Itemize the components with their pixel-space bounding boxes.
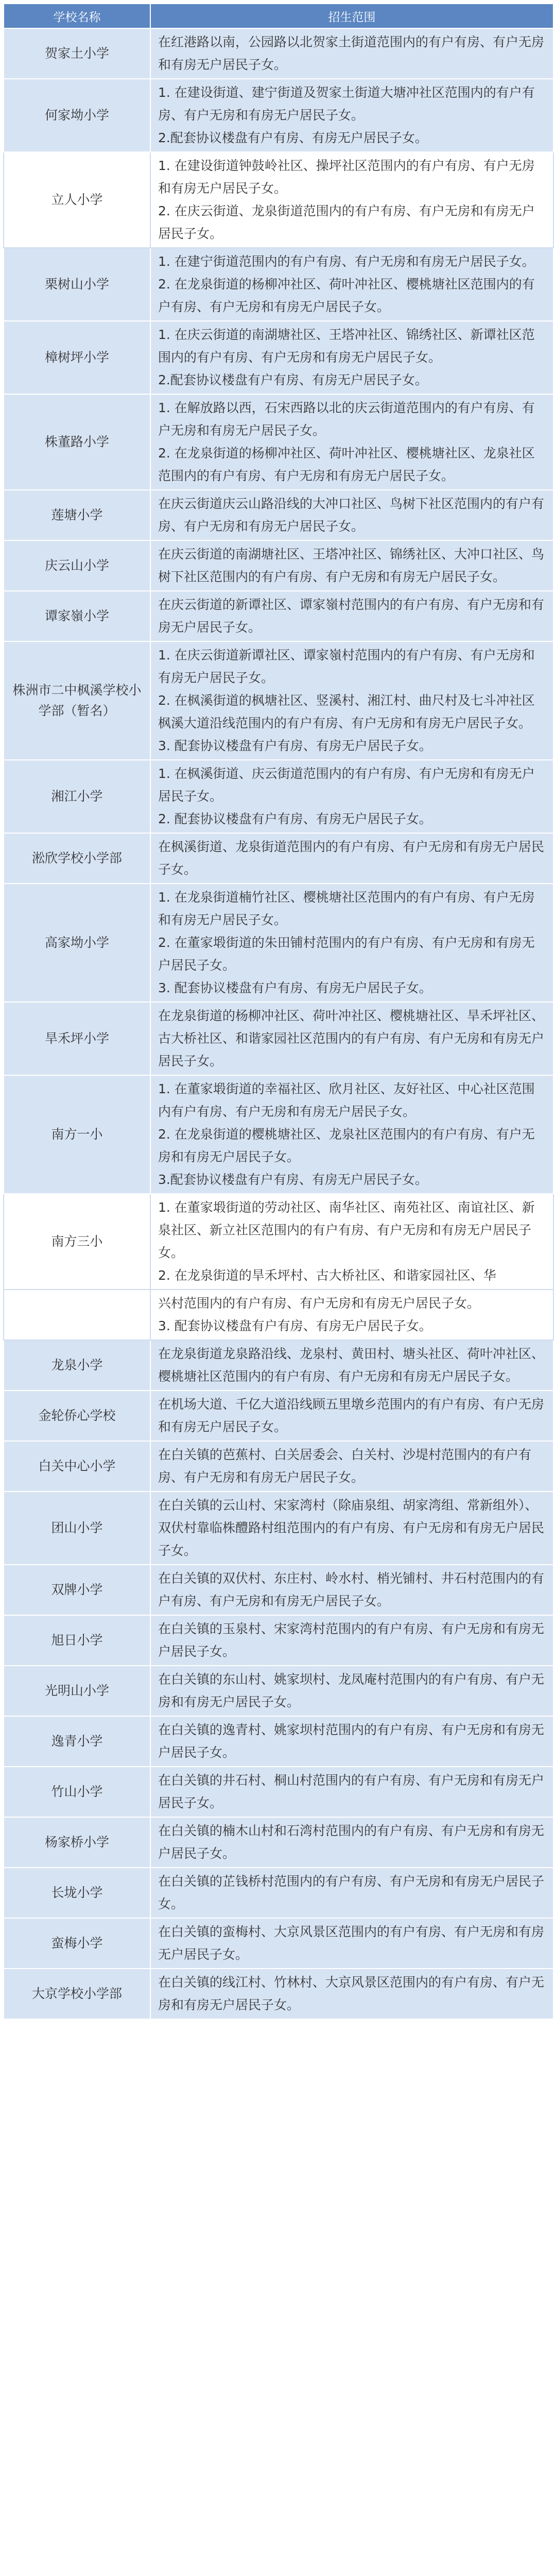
table-body xyxy=(4,28,553,2019)
scope-line: 1. 在庆云街道新谭社区、谭家嶺村范围内的有户有房、有户无房和有房无户居民子女。 xyxy=(158,648,535,685)
school-name-cell: 淞欣学校小学部 xyxy=(4,833,150,884)
scope-line: 在白关镇的双伏村、东庄村、岭水村、梢光铺村、井石村范围内的有户有房、有户无房和有房无户居民子女。 xyxy=(158,1571,545,1608)
table-row xyxy=(4,394,553,490)
school-name-cell: 旱禾坪小学 xyxy=(4,1002,150,1075)
school-name-cell: 金轮侨心学校 xyxy=(4,1391,150,1441)
enrollment-scope-cell xyxy=(150,1194,553,1290)
enrollment-scope-cell xyxy=(150,248,553,321)
school-name-cell: 蛮梅小学 xyxy=(4,1918,150,1969)
scope-line: 2. 在龙泉街道的杨柳冲社区、荷叶冲社区、樱桃塘社区、龙泉社区范围内的有户有房、有户无房和有房无户居民子女。 xyxy=(158,446,535,483)
enrollment-scope-cell xyxy=(150,152,553,248)
scope-line: 在白关镇的井石村、桐山村范围内的有户有房、有户无房和有房无户居民子女。 xyxy=(158,1773,545,1810)
scope-line: 1. 在枫溪街道、庆云街道范围内的有户有房、有户无房和有房无户居民子女。 xyxy=(158,766,535,804)
scope-line: 在枫溪街道、龙泉街道范围内的有户有房、有户无房和有房无户居民子女。 xyxy=(158,839,545,877)
table-row xyxy=(4,1565,553,1615)
scope-line: 2. 在枫溪街道的枫塘社区、竖溪村、湘江村、曲尺村及七斗冲社区枫溪大道沿线范围内的有户有房、有户无房和有房无户居民子女。 xyxy=(158,693,535,731)
scope-line: 在庆云街道的新谭社区、谭家嶺村范围内的有户有房、有户无房和有房无户居民子女。 xyxy=(158,597,545,635)
scope-line: 1. 在董家塅街道的幸福社区、欣月社区、友好社区、中心社区范围内有户有房、有户无房和有房无户居民子女。 xyxy=(158,1081,535,1119)
enrollment-scope-cell xyxy=(150,1666,553,1716)
scope-line: 在机场大道、千亿大道沿线顾五里墩乡范围内的有户有房、有户无房和有房无户居民子女。 xyxy=(158,1397,545,1434)
school-name-cell xyxy=(4,1290,150,1340)
enrollment-scope-cell xyxy=(150,1969,553,2019)
school-name-cell: 白关中心小学 xyxy=(4,1441,150,1492)
enrollment-scope-cell xyxy=(150,1391,553,1441)
scope-line: 在白关镇的芭蕉村、白关居委会、白关村、沙堤村范围内的有户有房、有户无房和有房无户居民子女。 xyxy=(158,1447,532,1485)
scope-line: 在白关镇的楠木山村和石湾村范围内的有户有房、有户无房和有房无户居民子女。 xyxy=(158,1823,545,1861)
school-name-cell: 逸青小学 xyxy=(4,1716,150,1767)
school-name-cell: 旭日小学 xyxy=(4,1615,150,1666)
table-row xyxy=(4,1716,553,1767)
enrollment-scope-cell xyxy=(150,1716,553,1767)
table-row xyxy=(4,1918,553,1969)
enrollment-scope-cell xyxy=(150,79,553,152)
table-row xyxy=(4,1868,553,1918)
school-name-cell: 光明山小学 xyxy=(4,1666,150,1716)
enrollment-scope-cell xyxy=(150,1340,553,1391)
school-name-cell: 竹山小学 xyxy=(4,1767,150,1817)
scope-line: 在红港路以南，公园路以北贺家土街道范围内的有户有房、有户无房和有房无户居民子女。 xyxy=(158,35,545,72)
table-row xyxy=(4,1615,553,1666)
scope-line: 1. 在建设街道钟鼓岭社区、操坪社区范围内的有户有房、有户无房和有房无户居民子女。 xyxy=(158,158,535,196)
enrollment-scope-cell xyxy=(150,1565,553,1615)
scope-line: 在龙泉街道龙泉路沿线、龙泉村、黄田村、塘头社区、荷叶冲社区、樱桃塘社区范围内的有户有房、有户无房和有房无户居民子女。 xyxy=(158,1346,545,1384)
school-name-cell: 团山小学 xyxy=(4,1492,150,1565)
enrollment-scope-cell xyxy=(150,1002,553,1075)
enrollment-scope-cell xyxy=(150,28,553,79)
enrollment-table xyxy=(3,3,554,2020)
enrollment-scope-cell xyxy=(150,884,553,1002)
school-name-cell: 株董路小学 xyxy=(4,394,150,490)
enrollment-scope-cell xyxy=(150,540,553,591)
school-name-cell: 株洲市二中枫溪学校小学部（暂名） xyxy=(4,641,150,760)
table-row xyxy=(4,1002,553,1075)
scope-line: 2. 在庆云街道、龙泉街道范围内的有户有房、有户无房和有房无户居民子女。 xyxy=(158,204,535,241)
school-name-cell: 湘江小学 xyxy=(4,760,150,833)
table-row xyxy=(4,1441,553,1492)
enrollment-scope-cell xyxy=(150,490,553,540)
scope-line: 1. 在庆云街道的南湖塘社区、王塔冲社区、锦绣社区、新谭社区范围内的有户有房、有户无房和有房无户居民子女。 xyxy=(158,327,535,365)
scope-line: 2.配套协议楼盘有户有房、有房无户居民子女。 xyxy=(158,130,428,145)
scope-line: 在白关镇的芷钱桥村范围内的有户有房、有户无房和有房无户居民子女。 xyxy=(158,1874,545,1911)
scope-line: 2. 在龙泉街道的旱禾坪村、古大桥社区、和谐家园社区、华 xyxy=(158,1268,496,1283)
scope-line: 2. 在龙泉街道的樱桃塘社区、龙泉社区范围内的有户有房、有户无房和有房无户居民子女。 xyxy=(158,1127,535,1164)
enrollment-scope-cell xyxy=(150,1441,553,1492)
table-row xyxy=(4,1075,553,1194)
scope-line: 在白关镇的玉泉村、宋家湾村范围内的有户有房、有户无房和有房无户居民子女。 xyxy=(158,1621,545,1659)
enrollment-scope-cell xyxy=(150,1767,553,1817)
table-row xyxy=(4,1194,553,1290)
school-name-cell: 杨家桥小学 xyxy=(4,1817,150,1868)
scope-line: 在白关镇的线江村、竹林村、大京风景区范围内的有户有房、有户无房和有房无户居民子女。 xyxy=(158,1975,545,2012)
table-row xyxy=(4,1340,553,1391)
table-header-row xyxy=(4,4,553,28)
enrollment-scope-cell xyxy=(150,321,553,394)
scope-line: 1. 在建宁街道范围内的有户有房、有户无房和有房无户居民子女。 xyxy=(158,254,535,269)
enrollment-scope-cell xyxy=(150,1868,553,1918)
table-row xyxy=(4,833,553,884)
enrollment-scope-cell xyxy=(150,1290,553,1340)
school-name-cell: 谭家嶺小学 xyxy=(4,591,150,641)
scope-line: 1. 在建设街道、建宁街道及贺家土街道大塘冲社区范围内的有户有房、有户无房和有房无户居民子女。 xyxy=(158,85,535,123)
scope-line: 2.配套协议楼盘有户有房、有房无户居民子女。 xyxy=(158,372,428,387)
school-name-cell: 立人小学 xyxy=(4,152,150,248)
column-header-scope: 招生范围 xyxy=(150,4,553,28)
table-row xyxy=(4,884,553,1002)
scope-line: 3.配套协议楼盘有户有房、有房无户居民子女。 xyxy=(158,1172,428,1187)
scope-line: 在庆云街道的南湖塘社区、王塔冲社区、锦绣社区、大冲口社区、鸟树下社区范围内的有户有房、有户无房和有房无户居民子女。 xyxy=(158,547,545,584)
table-row xyxy=(4,760,553,833)
table-row xyxy=(4,248,553,321)
scope-line: 3. 配套协议楼盘有户有房、有房无户居民子女。 xyxy=(158,738,432,753)
scope-line: 在庆云街道庆云山路沿线的大冲口社区、鸟树下社区范围内的有户有房、有户无房和有房无户居民子女。 xyxy=(158,496,545,534)
enrollment-scope-cell xyxy=(150,1492,553,1565)
scope-line: 1. 在解放路以西，石宋西路以北的庆云街道范围内的有户有房、有户无房和有房无户居民子女。 xyxy=(158,400,535,438)
table-row xyxy=(4,321,553,394)
scope-line: 1. 在龙泉街道楠竹社区、樱桃塘社区范围内的有户有房、有户无房和有房无户居民子女。 xyxy=(158,890,535,927)
school-name-cell: 南方一小 xyxy=(4,1075,150,1194)
school-name-cell: 南方三小 xyxy=(4,1194,150,1290)
scope-line: 兴村范围内的有户有房、有户无房和有房无户居民子女。 xyxy=(158,1296,480,1311)
table-row xyxy=(4,152,553,248)
table-row xyxy=(4,641,553,760)
table-row xyxy=(4,1817,553,1868)
enrollment-scope-cell xyxy=(150,641,553,760)
school-name-cell: 龙泉小学 xyxy=(4,1340,150,1391)
table-row xyxy=(4,1767,553,1817)
table-row xyxy=(4,1290,553,1340)
scope-line: 3. 配套协议楼盘有户有房、有房无户居民子女。 xyxy=(158,1318,432,1333)
table-row xyxy=(4,540,553,591)
enrollment-scope-cell xyxy=(150,1075,553,1194)
scope-line: 3. 配套协议楼盘有户有房、有房无户居民子女。 xyxy=(158,980,432,995)
enrollment-scope-cell xyxy=(150,1817,553,1868)
table-row xyxy=(4,591,553,641)
school-name-cell: 长垅小学 xyxy=(4,1868,150,1918)
scope-line: 1. 在董家塅街道的劳动社区、南华社区、南苑社区、南谊社区、新泉社区、新立社区范围内的有户有房、有户无房和有房无户居民子女。 xyxy=(158,1200,535,1260)
scope-line: 2. 在龙泉街道的杨柳冲社区、荷叶冲社区、樱桃塘社区范围内的有户有房、有户无房和有房无户居民子女。 xyxy=(158,277,535,314)
table-row xyxy=(4,79,553,152)
school-name-cell: 双牌小学 xyxy=(4,1565,150,1615)
scope-line: 在白关镇的蛮梅村、大京风景区范围内的有户有房、有户无房和有房无户居民子女。 xyxy=(158,1924,545,1962)
enrollment-scope-cell xyxy=(150,394,553,490)
column-header-school: 学校名称 xyxy=(4,4,150,28)
scope-line: 在白关镇的东山村、姚家坝村、龙凤庵村范围内的有户有房、有户无房和有房无户居民子女。 xyxy=(158,1672,545,1709)
enrollment-scope-cell xyxy=(150,760,553,833)
table-row xyxy=(4,28,553,79)
table-row xyxy=(4,1391,553,1441)
table-row xyxy=(4,490,553,540)
enrollment-scope-cell xyxy=(150,833,553,884)
school-name-cell: 高家坳小学 xyxy=(4,884,150,1002)
school-name-cell: 贺家土小学 xyxy=(4,28,150,79)
table-row xyxy=(4,1492,553,1565)
scope-line: 在白关镇的云山村、宋家湾村（除庙泉组、胡家湾组、常新组外）、双伏村靠临株醴路村组范围内的有户有房、有户无房和有房无户居民子女。 xyxy=(158,1498,545,1558)
school-name-cell: 庆云山小学 xyxy=(4,540,150,591)
enrollment-scope-cell xyxy=(150,1615,553,1666)
school-name-cell: 大京学校小学部 xyxy=(4,1969,150,2019)
school-name-cell: 莲塘小学 xyxy=(4,490,150,540)
enrollment-scope-cell xyxy=(150,591,553,641)
scope-line: 2. 配套协议楼盘有户有房、有房无户居民子女。 xyxy=(158,811,432,826)
scope-line: 2. 在董家塅街道的朱田铺村范围内的有户有房、有户无房和有房无户居民子女。 xyxy=(158,935,535,973)
school-name-cell: 樟树坪小学 xyxy=(4,321,150,394)
school-name-cell: 何家坳小学 xyxy=(4,79,150,152)
enrollment-scope-cell xyxy=(150,1918,553,1969)
table-row xyxy=(4,1666,553,1716)
scope-line: 在白关镇的逸青村、姚家坝村范围内的有户有房、有户无房和有房无户居民子女。 xyxy=(158,1722,545,1760)
table-row xyxy=(4,1969,553,2019)
scope-line: 在龙泉街道的杨柳冲社区、荷叶冲社区、樱桃塘社区、旱禾坪社区、古大桥社区、和谐家园社区范围内的有户有房、有户无房和有房无户居民子女。 xyxy=(158,1008,545,1069)
school-name-cell: 栗树山小学 xyxy=(4,248,150,321)
